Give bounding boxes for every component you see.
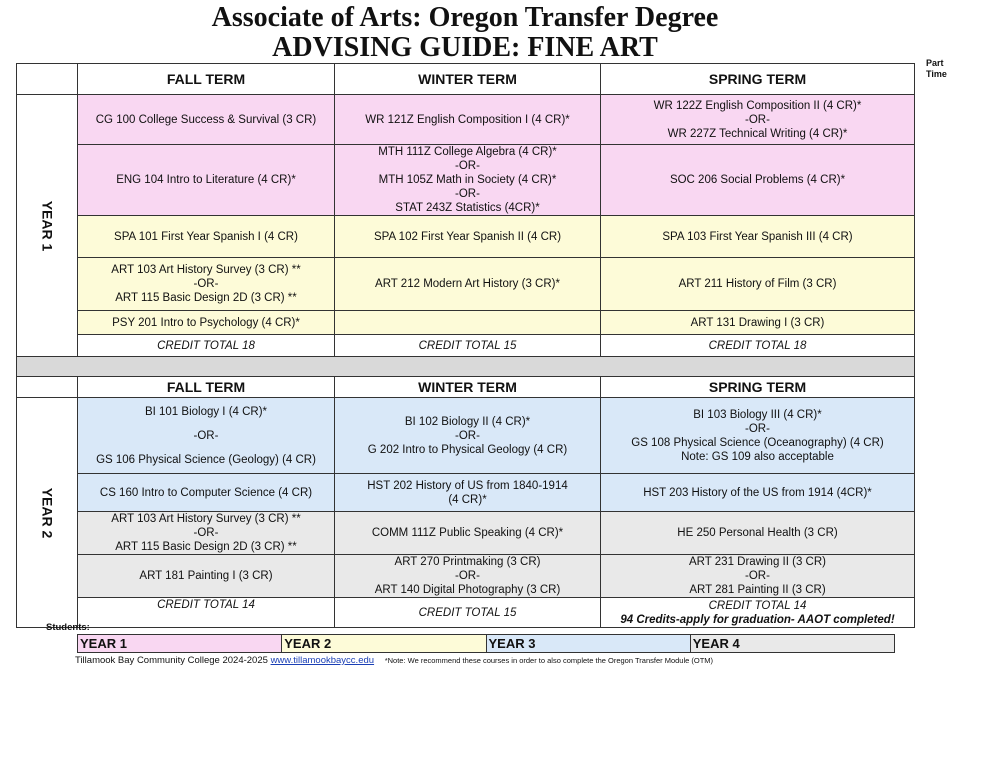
- part-time-label: Part Time: [926, 58, 947, 79]
- course-cell: SPA 102 First Year Spanish II (4 CR): [335, 216, 601, 258]
- course-cell: ART 270 Printmaking (3 CR) -OR- ART 140 Digital Photography (3 CR): [335, 555, 601, 598]
- college-website-link[interactable]: www.tillamookbaycc.edu: [270, 655, 375, 666]
- credit-total: CREDIT TOTAL 15: [335, 598, 601, 628]
- course-cell-empty: [335, 311, 601, 335]
- year-separator: [17, 357, 915, 377]
- course-cell: HST 203 History of the US from 1914 (4CR)*: [601, 474, 915, 512]
- footer: [75, 655, 713, 666]
- y2-header-spring: SPRING TERM: [601, 377, 915, 398]
- course-cell: SPA 103 First Year Spanish III (4 CR): [601, 216, 915, 258]
- course-cell: ART 212 Modern Art History (3 CR)*: [335, 258, 601, 311]
- course-cell: HST 202 History of US from 1840-1914 (4 CR)*: [335, 474, 601, 512]
- page-title: Associate of Arts: Oregon Transfer Degree: [211, 2, 719, 33]
- course-cell: WR 122Z English Composition II (4 CR)* -OR- WR 227Z Technical Writing (4 CR)*: [601, 95, 915, 145]
- credit-total: CREDIT TOTAL 15: [335, 335, 601, 357]
- course-cell: ART 131 Drawing I (3 CR): [601, 311, 915, 335]
- course-cell: ART 211 History of Film (3 CR): [601, 258, 915, 311]
- y1-header-fall: FALL TERM: [78, 64, 335, 95]
- advising-grid: [16, 63, 915, 628]
- course-cell: MTH 111Z College Algebra (4 CR)* -OR- MTH 105Z Math in Society (4 CR)* -OR- STAT 243Z Statistics (4CR)*: [335, 145, 601, 216]
- y1-header-winter: WINTER TERM: [335, 64, 601, 95]
- y1-header-spring: SPRING TERM: [601, 64, 915, 95]
- corner-cell: [17, 377, 78, 398]
- legend-year-1: YEAR 1: [78, 635, 282, 652]
- course-cell: BI 102 Biology II (4 CR)* -OR- G 202 Intro to Physical Geology (4 CR): [335, 398, 601, 474]
- course-cell: ART 181 Painting I (3 CR): [78, 555, 335, 598]
- course-cell: COMM 111Z Public Speaking (4 CR)*: [335, 512, 601, 555]
- course-cell: ART 231 Drawing II (3 CR) -OR- ART 281 Painting II (3 CR): [601, 555, 915, 598]
- course-cell: PSY 201 Intro to Psychology (4 CR)*: [78, 311, 335, 335]
- legend-year-2: YEAR 2: [282, 635, 486, 652]
- credit-total: CREDIT TOTAL 14: [78, 598, 335, 628]
- legend-year-3: YEAR 3: [487, 635, 691, 652]
- course-cell: SOC 206 Social Problems (4 CR)*: [601, 145, 915, 216]
- page-subtitle: ADVISING GUIDE: FINE ART: [272, 32, 658, 63]
- course-cell: ENG 104 Intro to Literature (4 CR)*: [78, 145, 335, 216]
- otm-note: *Note: We recommend these courses in order to also complete the Oregon Transfer Module (OTM): [384, 656, 714, 665]
- credit-total: CREDIT TOTAL 18: [601, 335, 915, 357]
- y2-header-winter: WINTER TERM: [335, 377, 601, 398]
- course-cell: BI 103 Biology III (4 CR)* -OR- GS 108 Physical Science (Oceanography) (4 CR) Note: GS 109 also acceptable: [601, 398, 915, 474]
- course-cell: WR 121Z English Composition I (4 CR)*: [335, 95, 601, 145]
- course-cell: ART 103 Art History Survey (3 CR) ** -OR- ART 115 Basic Design 2D (3 CR) **: [78, 258, 335, 311]
- course-cell: CS 160 Intro to Computer Science (4 CR): [78, 474, 335, 512]
- graduation-note: 94 Credits-apply for graduation- AAOT completed!: [620, 613, 895, 626]
- y2-header-fall: FALL TERM: [78, 377, 335, 398]
- legend-year-4: YEAR 4: [691, 635, 894, 652]
- course-cell: HE 250 Personal Health (3 CR): [601, 512, 915, 555]
- corner-cell: [17, 64, 78, 95]
- course-cell: ART 103 Art History Survey (3 CR) ** -OR- ART 115 Basic Design 2D (3 CR) **: [78, 512, 335, 555]
- year-2-label: YEAR 2: [17, 398, 78, 628]
- course-cell: BI 101 Biology I (4 CR)* -OR- GS 106 Physical Science (Geology) (4 CR): [78, 398, 335, 474]
- course-cell: SPA 101 First Year Spanish I (4 CR): [78, 216, 335, 258]
- students-label: Students:: [46, 622, 90, 633]
- year-legend: [77, 634, 895, 653]
- credit-total: CREDIT TOTAL 18: [78, 335, 335, 357]
- course-cell: CG 100 College Success & Survival (3 CR): [78, 95, 335, 145]
- college-name: Tillamook Bay Community College 2024-2025: [75, 655, 268, 666]
- credit-total-final: CREDIT TOTAL 14 94 Credits-apply for graduation- AAOT completed!: [601, 598, 915, 628]
- year-1-label: YEAR 1: [17, 95, 78, 357]
